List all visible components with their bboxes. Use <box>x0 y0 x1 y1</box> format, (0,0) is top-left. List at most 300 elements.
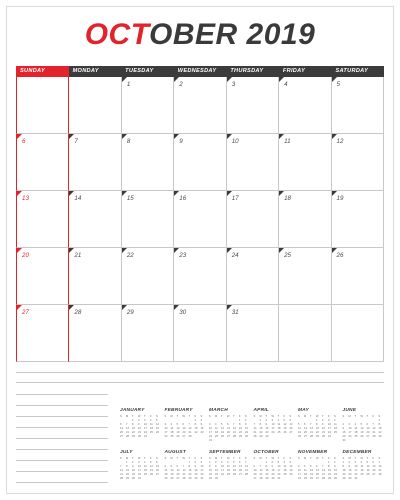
day-number: 18 <box>284 195 291 202</box>
mini-weekday-letter: W <box>316 457 319 460</box>
mini-day: 13 <box>253 469 257 472</box>
day-cell[interactable] <box>174 248 226 305</box>
day-cell[interactable] <box>227 134 279 191</box>
mini-weekday-letter: T <box>354 415 357 418</box>
mini-weekday-letter: T <box>188 415 191 418</box>
mini-weekday-letter: S <box>156 457 158 460</box>
mini-day: 15 <box>316 427 319 430</box>
mini-day: 8 <box>328 465 330 468</box>
mini-day: 2 <box>348 461 350 464</box>
note-line <box>16 438 108 439</box>
day-cell[interactable] <box>174 134 226 191</box>
day-cell[interactable] <box>69 134 121 191</box>
mini-day: 29 <box>239 435 242 438</box>
mini-day: 5 <box>176 423 178 426</box>
mini-month-name: NOVEMBER <box>298 450 328 455</box>
mini-day: 19 <box>366 469 370 472</box>
day-number: 6 <box>22 138 26 145</box>
week-row <box>16 134 384 191</box>
mini-day: 28 <box>233 435 236 438</box>
day-cell[interactable] <box>279 248 331 305</box>
day-number: 2 <box>179 81 183 88</box>
day-cell[interactable] <box>122 248 174 305</box>
day-cell[interactable] <box>69 191 121 248</box>
mini-day: 13 <box>366 427 370 430</box>
mini-day: 9 <box>342 427 344 430</box>
mini-day: 25 <box>334 431 337 434</box>
mini-day: 1 <box>378 419 380 422</box>
mini-day: 16 <box>334 469 337 472</box>
note-line <box>16 372 384 373</box>
mini-day: 31 <box>277 477 281 480</box>
mini-day: 29 <box>316 435 319 438</box>
day-number: 31 <box>231 309 239 316</box>
mini-day: 27 <box>253 477 257 480</box>
day-cell[interactable] <box>69 77 121 134</box>
mini-weekday-letter: S <box>209 415 211 418</box>
mini-day: 12 <box>283 423 287 426</box>
mini-month-grid <box>254 415 296 439</box>
mini-day: 26 <box>156 431 159 434</box>
mini-weekday-letter: T <box>265 415 268 418</box>
mini-weekday-letter: M <box>259 415 262 418</box>
mini-weekday-letter: S <box>164 457 167 460</box>
mini-weekday-letter: M <box>348 457 351 460</box>
day-cell[interactable] <box>174 77 226 134</box>
mini-day: 12 <box>156 423 159 426</box>
mini-weekday-letter: F <box>328 415 330 418</box>
mini-day: 5 <box>289 461 291 464</box>
mini-day: 3 <box>348 423 350 426</box>
day-cell[interactable] <box>174 191 226 248</box>
mini-day: 21 <box>372 431 376 434</box>
mini-day: 21 <box>259 473 263 476</box>
mini-day: 8 <box>209 465 211 468</box>
mini-weekday-letter: W <box>182 457 185 460</box>
mini-day: 13 <box>316 469 319 472</box>
mini-day: 17 <box>200 469 204 472</box>
mini-day: 14 <box>233 427 236 430</box>
mini-day: 23 <box>265 431 269 434</box>
day-cell[interactable] <box>227 191 279 248</box>
mini-weekday-letter: T <box>221 457 223 460</box>
mini-day: 10 <box>164 427 168 430</box>
mini-day: 15 <box>328 469 331 472</box>
mini-day: 18 <box>283 469 287 472</box>
mini-weekday-letter: T <box>176 415 179 418</box>
mini-day: 6 <box>253 465 255 468</box>
mini-day: 5 <box>366 461 368 464</box>
mini-day: 25 <box>144 473 147 476</box>
mini-day: 20 <box>120 431 123 434</box>
mini-day: 18 <box>164 473 168 476</box>
week-row <box>16 248 384 305</box>
day-number: 24 <box>231 252 239 259</box>
mini-day: 30 <box>132 477 135 480</box>
day-cell[interactable] <box>16 248 69 305</box>
mini-day: 4 <box>227 461 229 464</box>
mini-day: 14 <box>253 427 257 430</box>
mini-day: 10 <box>277 465 281 468</box>
mini-day: 27 <box>227 435 230 438</box>
mini-day: 31 <box>200 477 204 480</box>
mini-day: 2 <box>138 419 140 422</box>
mini-weekday-letter: T <box>366 457 369 460</box>
title-month-highlight: OCT <box>84 18 150 51</box>
mini-day: 20 <box>176 473 180 476</box>
mini-day: 13 <box>120 427 123 430</box>
mini-day: 4 <box>215 423 217 426</box>
mini-month-grid <box>120 457 162 481</box>
mini-day: 24 <box>138 473 141 476</box>
mini-day: 10 <box>221 465 224 468</box>
mini-weekday-letter: S <box>289 415 292 418</box>
mini-day: 3 <box>138 461 140 464</box>
mini-day: 12 <box>221 427 224 430</box>
day-cell[interactable] <box>332 305 384 362</box>
mini-day: 1 <box>342 461 344 464</box>
day-number: 14 <box>74 195 82 202</box>
day-number: 8 <box>126 138 131 145</box>
mini-day: 3 <box>271 419 273 422</box>
mini-day: 11 <box>277 423 281 426</box>
mini-day: 26 <box>176 435 180 438</box>
mini-day: 25 <box>354 435 358 438</box>
mini-weekday-letter: W <box>138 415 141 418</box>
mini-month <box>254 408 296 439</box>
mini-weekday-letter: S <box>156 415 158 418</box>
day-cell[interactable] <box>16 77 69 134</box>
day-cell[interactable] <box>332 191 384 248</box>
mini-day: 21 <box>310 431 313 434</box>
mini-day: 12 <box>366 465 370 468</box>
day-cell[interactable] <box>279 77 331 134</box>
mini-weekday-letter: M <box>215 415 218 418</box>
mini-day: 17 <box>144 427 147 430</box>
mini-weekday-letter: S <box>378 415 381 418</box>
mini-day: 27 <box>304 435 307 438</box>
day-cell[interactable] <box>227 248 279 305</box>
mini-day: 10 <box>348 427 352 430</box>
day-cell[interactable] <box>16 305 69 362</box>
mini-day: 7 <box>253 423 255 426</box>
mini-day: 19 <box>298 431 301 434</box>
mini-day: 10 <box>200 465 204 468</box>
mini-day: 3 <box>200 461 202 464</box>
mini-day: 21 <box>253 431 257 434</box>
mini-day: 18 <box>334 427 337 430</box>
mini-day: 7 <box>245 461 247 464</box>
mini-day: 19 <box>170 473 174 476</box>
mini-weekday-letter: S <box>342 457 345 460</box>
mini-day: 28 <box>253 435 257 438</box>
mini-weekday-letter: T <box>322 457 324 460</box>
mini-day: 16 <box>245 427 248 430</box>
mini-day: 1 <box>209 461 211 464</box>
mini-day: 14 <box>182 469 186 472</box>
mini-month <box>209 450 251 481</box>
mini-day: 8 <box>132 423 134 426</box>
mini-day: 1 <box>259 419 261 422</box>
mini-day: 6 <box>120 423 122 426</box>
mini-day: 9 <box>271 465 273 468</box>
day-cell[interactable] <box>332 248 384 305</box>
weekday-friday: FRIDAY <box>279 66 332 77</box>
mini-month <box>165 450 207 481</box>
day-cell[interactable] <box>279 305 331 362</box>
mini-day: 19 <box>176 431 180 434</box>
mini-day: 24 <box>328 431 331 434</box>
mini-day: 15 <box>259 427 263 430</box>
mini-day: 21 <box>188 431 192 434</box>
mini-day: 13 <box>227 427 230 430</box>
mini-day: 6 <box>366 423 368 426</box>
day-cell[interactable] <box>122 134 174 191</box>
mini-day: 22 <box>239 431 242 434</box>
mini-day: 5 <box>283 419 285 422</box>
mini-weekday-letter: W <box>182 415 185 418</box>
mini-day: 2 <box>200 419 202 422</box>
mini-day: 26 <box>170 477 174 480</box>
mini-day: 24 <box>221 473 224 476</box>
mini-month <box>165 408 207 439</box>
mini-day: 26 <box>289 473 293 476</box>
mini-month-grid <box>209 415 251 443</box>
mini-day: 12 <box>233 465 236 468</box>
mini-day: 30 <box>215 477 218 480</box>
day-number: 27 <box>22 309 29 316</box>
mini-day: 7 <box>310 423 312 426</box>
mini-day: 22 <box>328 473 331 476</box>
mini-weekday-letter: M <box>126 415 129 418</box>
mini-day: 1 <box>194 419 196 422</box>
mini-month <box>298 450 340 481</box>
day-number: 22 <box>126 252 134 259</box>
mini-day: 3 <box>221 461 223 464</box>
mini-weekday-letter: T <box>366 415 369 418</box>
day-cell[interactable] <box>122 77 174 134</box>
mini-day: 5 <box>156 419 158 422</box>
day-cell[interactable] <box>122 305 174 362</box>
mini-month-name: AUGUST <box>164 450 186 455</box>
mini-day: 20 <box>366 431 370 434</box>
mini-day: 25 <box>360 473 364 476</box>
day-cell[interactable] <box>16 134 69 191</box>
mini-day: 8 <box>316 423 318 426</box>
mini-weekday-letter: T <box>233 457 235 460</box>
mini-day: 12 <box>170 469 174 472</box>
mini-day: 6 <box>289 419 291 422</box>
mini-weekday-letter: T <box>265 457 268 460</box>
day-cell[interactable] <box>332 134 384 191</box>
mini-day: 8 <box>259 423 261 426</box>
mini-month <box>343 450 385 481</box>
day-cell[interactable] <box>279 134 331 191</box>
mini-weekday-letter: W <box>227 415 230 418</box>
mini-weekday-letter: S <box>164 415 167 418</box>
mini-day: 10 <box>144 423 147 426</box>
mini-day: 13 <box>176 469 180 472</box>
mini-day: 22 <box>194 431 198 434</box>
day-cell[interactable] <box>16 191 69 248</box>
mini-day: 2 <box>334 461 336 464</box>
day-number: 5 <box>336 81 340 88</box>
mini-day: 10 <box>138 465 141 468</box>
mini-day: 26 <box>360 435 364 438</box>
mini-month-grid <box>165 457 207 481</box>
week-row <box>16 305 384 362</box>
mini-weekday-letter: F <box>283 457 286 460</box>
mini-weekday-letter: M <box>259 457 262 460</box>
day-number: 7 <box>74 138 78 145</box>
mini-day: 3 <box>277 461 279 464</box>
mini-day: 6 <box>316 465 318 468</box>
mini-weekday-letter: S <box>120 415 122 418</box>
mini-day: 9 <box>132 465 134 468</box>
mini-day: 17 <box>138 469 141 472</box>
mini-day: 24 <box>298 477 301 480</box>
mini-day: 24 <box>277 473 281 476</box>
mini-day: 11 <box>150 423 153 426</box>
mini-day: 24 <box>348 435 352 438</box>
mini-day: 14 <box>378 465 382 468</box>
mini-day: 17 <box>271 427 275 430</box>
mini-day: 2 <box>322 419 324 422</box>
mini-day: 18 <box>360 469 364 472</box>
mini-day: 25 <box>277 431 281 434</box>
mini-day: 16 <box>132 469 135 472</box>
mini-month-grid <box>209 457 251 481</box>
mini-day: 8 <box>188 465 190 468</box>
mini-day: 22 <box>132 431 135 434</box>
mini-day: 17 <box>209 431 212 434</box>
mini-weekday-letter: T <box>277 415 280 418</box>
mini-weekday-letter: M <box>304 415 307 418</box>
mini-day: 4 <box>164 465 166 468</box>
mini-day: 30 <box>342 439 346 442</box>
mini-month <box>120 450 162 481</box>
mini-day: 30 <box>138 435 141 438</box>
mini-day: 11 <box>164 469 168 472</box>
mini-weekday-letter: M <box>304 457 307 460</box>
mini-day: 5 <box>298 423 300 426</box>
day-number: 4 <box>284 81 288 88</box>
mini-day: 22 <box>209 473 212 476</box>
mini-day: 14 <box>259 469 263 472</box>
day-cell[interactable] <box>69 305 121 362</box>
mini-day: 21 <box>182 473 186 476</box>
mini-weekday-letter: F <box>372 457 375 460</box>
mini-day: 7 <box>378 461 380 464</box>
mini-day: 31 <box>354 477 358 480</box>
day-cell[interactable] <box>227 77 279 134</box>
day-number: 25 <box>284 252 291 259</box>
mini-day: 9 <box>194 465 196 468</box>
mini-day: 24 <box>164 435 168 438</box>
mini-day: 13 <box>304 427 307 430</box>
mini-day: 30 <box>265 435 269 438</box>
mini-day: 7 <box>182 465 184 468</box>
mini-day: 29 <box>209 477 212 480</box>
mini-month <box>209 408 251 443</box>
weekday-wednesday: WEDNESDAY <box>174 66 227 77</box>
mini-day: 2 <box>342 423 344 426</box>
mini-weekday-letter: S <box>245 415 247 418</box>
mini-day: 10 <box>354 465 358 468</box>
mini-day: 28 <box>182 477 186 480</box>
mini-day: 5 <box>310 465 312 468</box>
mini-weekday-letter: T <box>310 457 312 460</box>
mini-weekday-letter: M <box>170 415 173 418</box>
mini-day: 29 <box>132 435 135 438</box>
day-cell[interactable] <box>122 191 174 248</box>
mini-day: 26 <box>283 431 287 434</box>
mini-weekday-letter: T <box>221 415 223 418</box>
mini-day: 29 <box>259 435 263 438</box>
mini-day: 9 <box>348 465 350 468</box>
mini-weekday-letter: F <box>194 415 197 418</box>
day-cell[interactable] <box>332 77 384 134</box>
note-line <box>16 394 108 395</box>
mini-day: 28 <box>310 435 313 438</box>
mini-day: 14 <box>188 427 192 430</box>
mini-month-name: JULY <box>120 450 133 455</box>
mini-day: 27 <box>239 473 242 476</box>
mini-day: 18 <box>215 431 218 434</box>
day-cell[interactable] <box>69 248 121 305</box>
mini-day: 15 <box>378 427 382 430</box>
note-line <box>16 471 108 472</box>
mini-day: 15 <box>239 427 242 430</box>
mini-day: 11 <box>227 465 230 468</box>
day-cell[interactable] <box>279 191 331 248</box>
mini-day: 23 <box>245 431 248 434</box>
note-line <box>16 482 108 483</box>
mini-day: 3 <box>298 465 300 468</box>
mini-day: 1 <box>188 461 190 464</box>
mini-day: 31 <box>209 439 212 442</box>
mini-day: 1 <box>265 461 267 464</box>
day-number: 30 <box>179 309 187 316</box>
mini-day: 27 <box>372 473 376 476</box>
mini-day: 8 <box>378 423 380 426</box>
mini-day: 22 <box>378 431 382 434</box>
mini-day: 16 <box>322 427 325 430</box>
mini-day: 27 <box>176 477 180 480</box>
mini-day: 28 <box>259 477 263 480</box>
mini-weekday-letter: S <box>209 457 211 460</box>
mini-day: 22 <box>265 473 269 476</box>
mini-day: 6 <box>176 465 178 468</box>
note-line <box>16 416 108 417</box>
mini-day: 16 <box>348 469 352 472</box>
calendar-weeks <box>16 77 384 362</box>
mini-weekday-letter: T <box>176 457 179 460</box>
day-cell[interactable] <box>174 305 226 362</box>
mini-day: 26 <box>298 435 301 438</box>
mini-day: 20 <box>304 431 307 434</box>
mini-day: 4 <box>150 419 152 422</box>
mini-day: 30 <box>245 435 248 438</box>
mini-day: 29 <box>378 435 382 438</box>
mini-month-name: FEBRUARY <box>164 408 193 413</box>
mini-day: 12 <box>289 465 293 468</box>
mini-day: 28 <box>378 473 382 476</box>
day-cell[interactable] <box>227 305 279 362</box>
mini-day: 3 <box>164 423 166 426</box>
mini-day: 21 <box>120 473 123 476</box>
mini-weekday-letter: S <box>378 457 381 460</box>
